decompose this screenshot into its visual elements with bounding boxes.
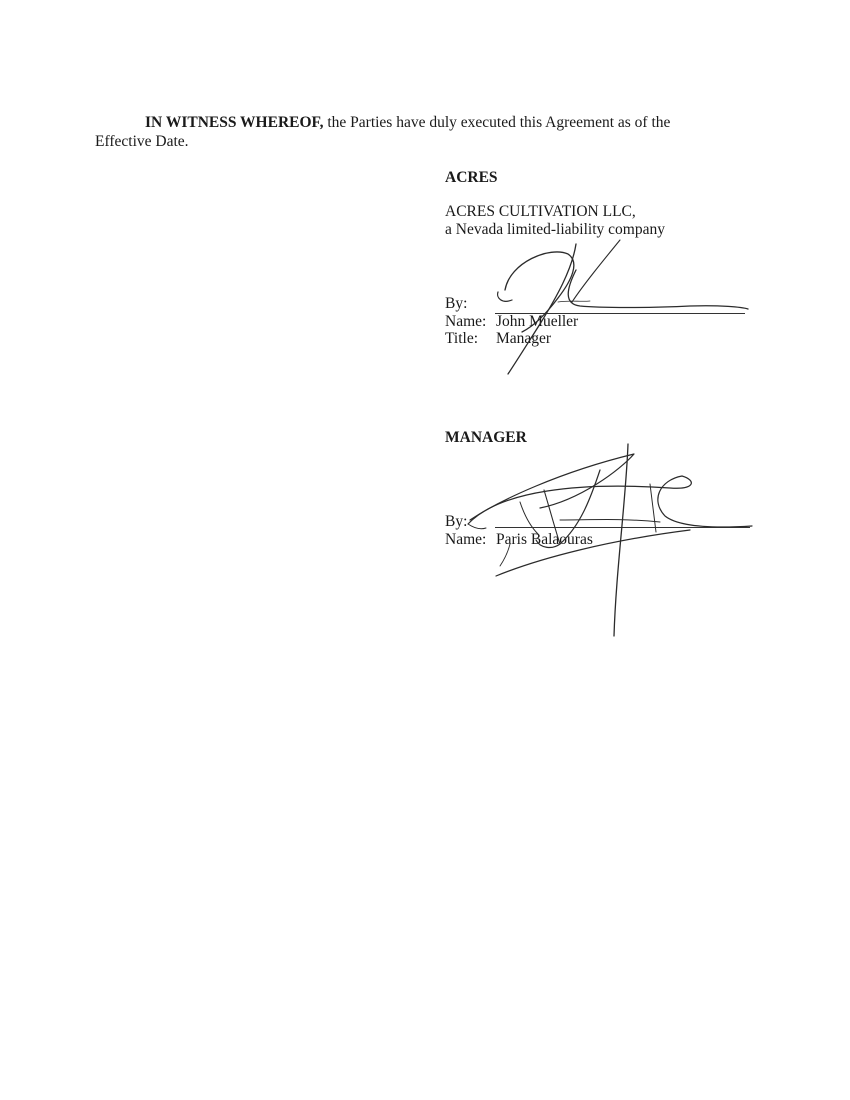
- acres-heading: ACRES: [445, 169, 498, 186]
- manager-name-value: Paris Balaouras: [496, 531, 593, 548]
- manager-signature-graphic: [460, 440, 760, 640]
- acres-signature-graphic: [480, 240, 760, 380]
- witness-line-2: Effective Date.: [95, 133, 189, 150]
- acres-name-value: John Mueller: [496, 313, 579, 330]
- witness-lead: IN WITNESS WHEREOF,: [145, 114, 324, 131]
- manager-by-label: By:: [445, 513, 468, 530]
- witness-text: the Parties have duly executed this Agreement as of the: [323, 114, 671, 131]
- acres-by-label: By:: [445, 295, 468, 312]
- acres-title-value: Manager: [496, 330, 552, 347]
- acres-company: ACRES CULTIVATION LLC,: [445, 203, 636, 220]
- acres-title-label: Title:: [445, 330, 479, 347]
- acres-company-desc: a Nevada limited-liability company: [445, 221, 665, 238]
- manager-name-label: Name:: [445, 531, 487, 548]
- manager-heading: MANAGER: [445, 429, 527, 446]
- witness-line-1: [145, 112, 670, 133]
- acres-name-label: Name:: [445, 313, 487, 330]
